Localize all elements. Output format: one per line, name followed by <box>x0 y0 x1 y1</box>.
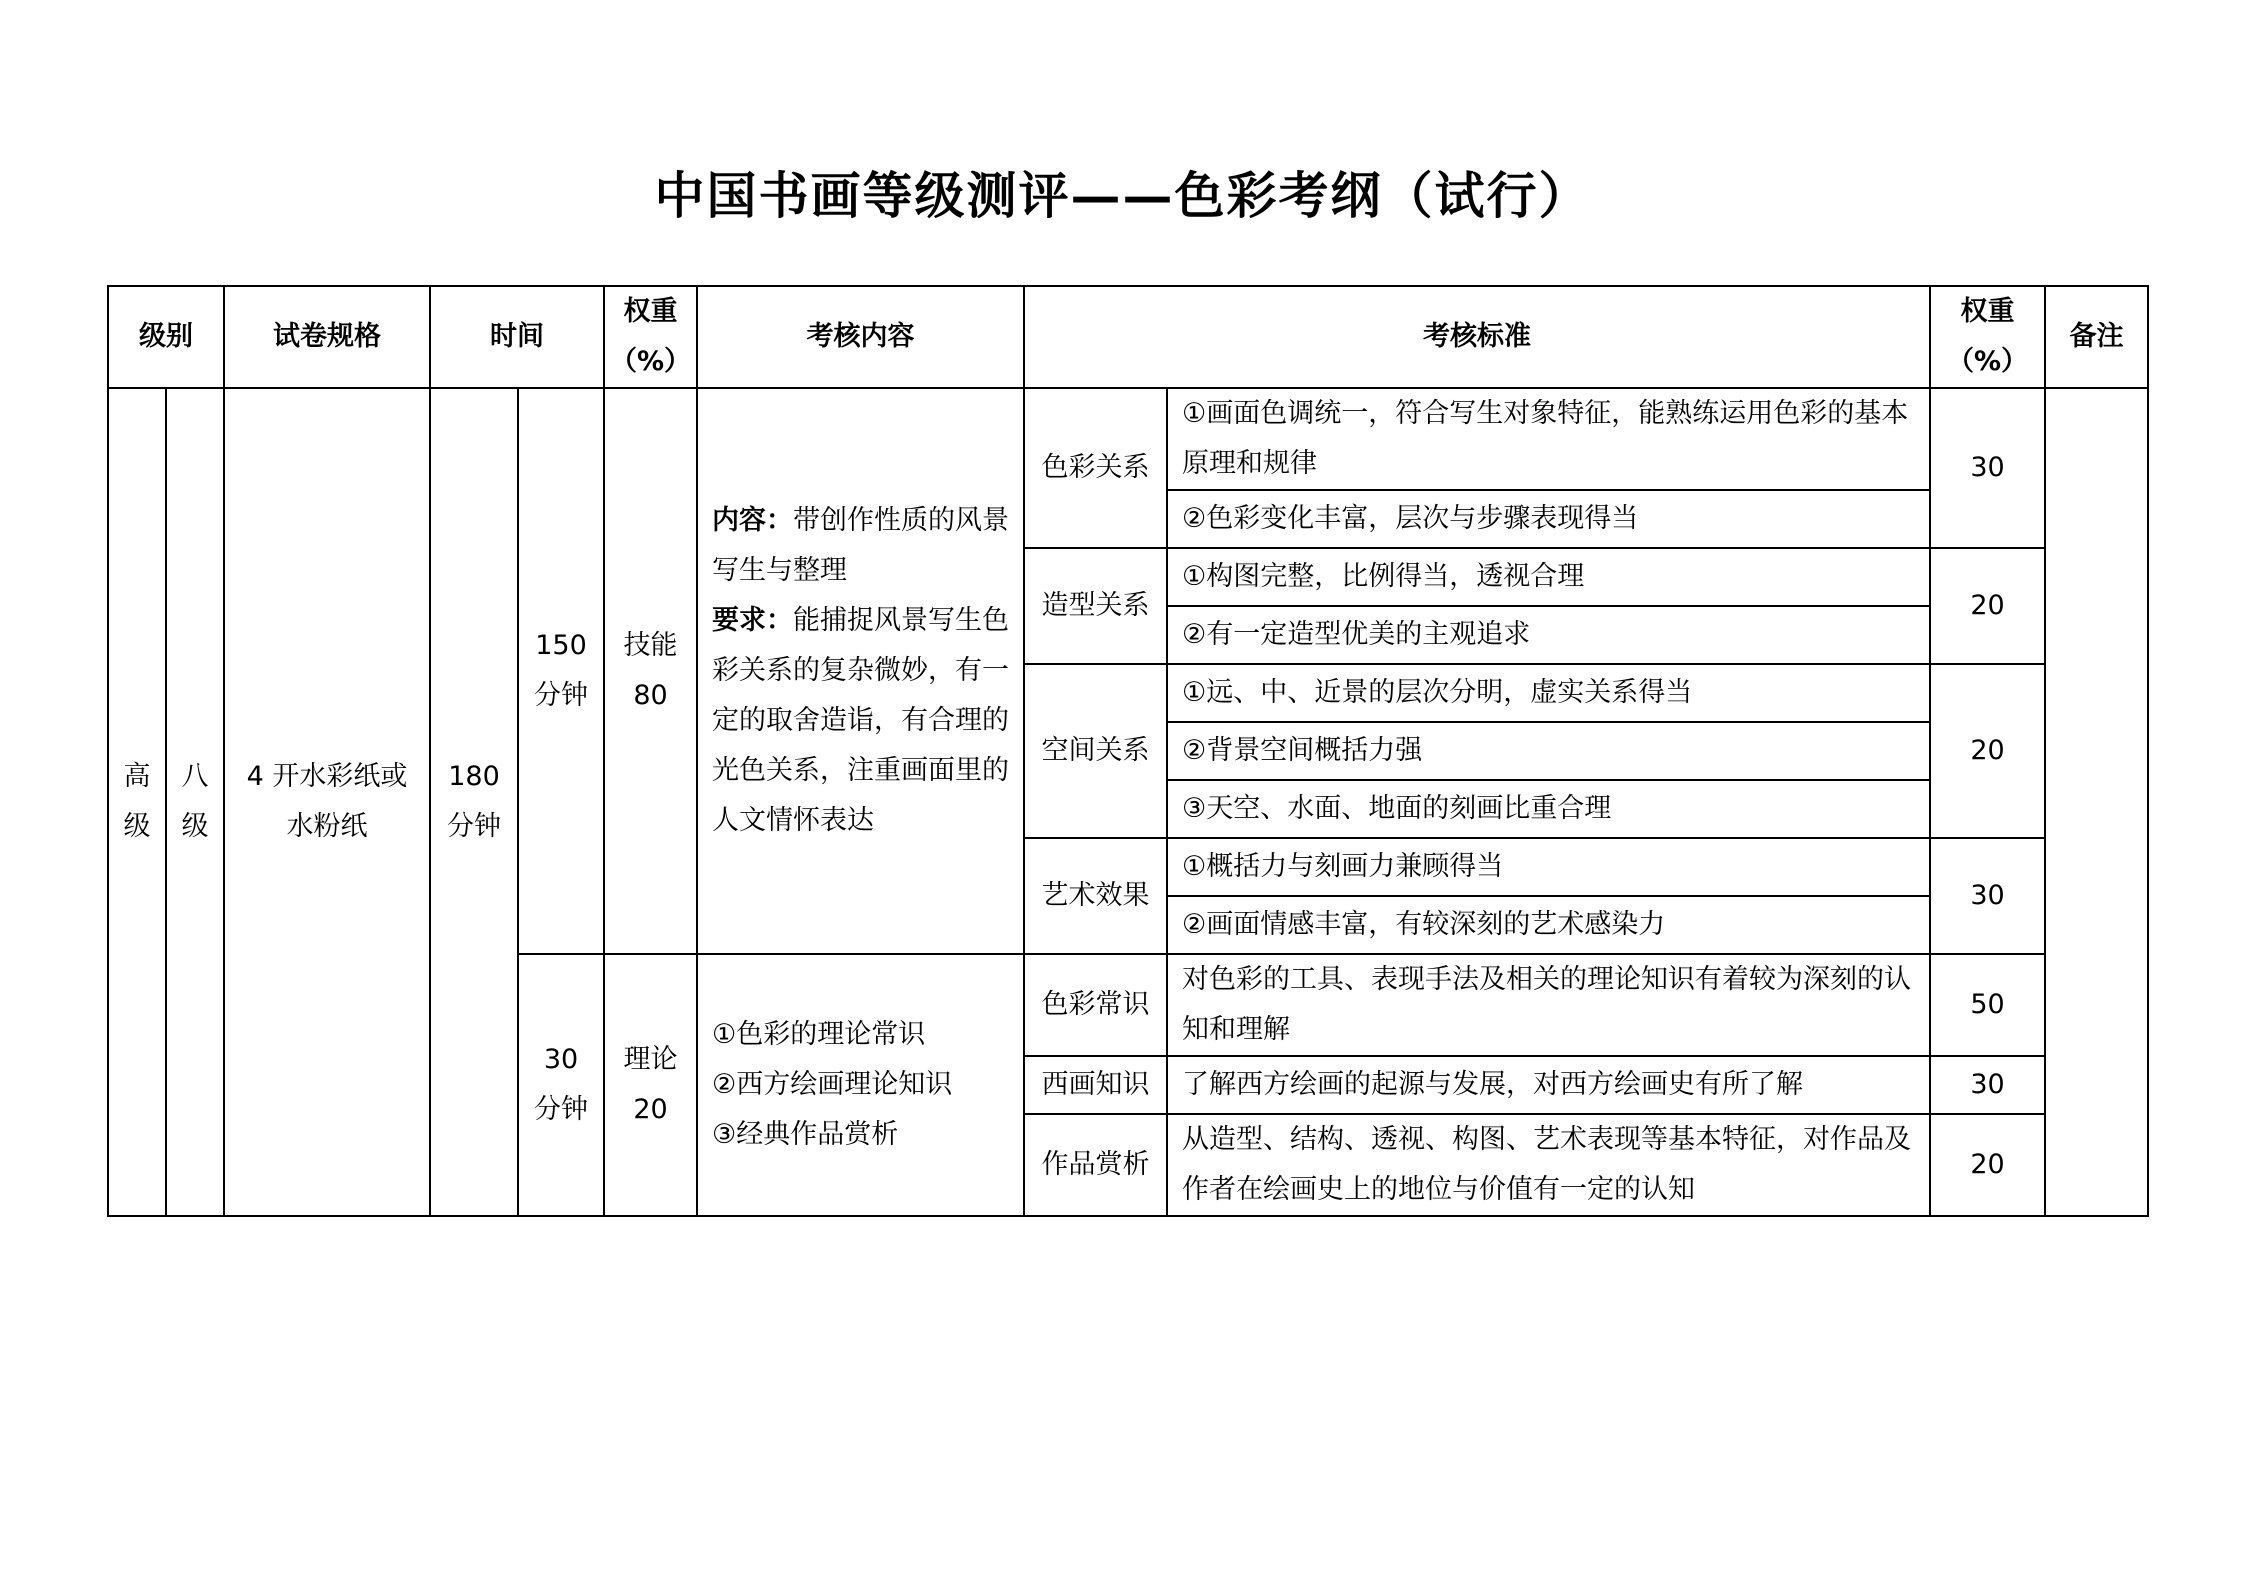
theory-weight-label: 理论 <box>623 1044 678 1075</box>
level-major-cell <box>108 388 166 1216</box>
header-standard: 考核标准 <box>1024 286 1930 388</box>
theory-group-3-text: 从造型、结构、透视、构图、艺术表现等基本特征，对作品及作者在绘画史上的地位与价值有一定的认知 <box>1167 1114 1930 1216</box>
total-time-value: 180 <box>448 761 500 792</box>
level-minor-cell <box>166 388 224 1216</box>
header-weight-a <box>604 286 697 388</box>
skill-group-3-item-3: ③天空、水面、地面的刻画比重合理 <box>1167 780 1930 838</box>
skill-time-cell <box>518 388 604 954</box>
skill-weight-label: 技能 <box>623 630 678 661</box>
skill-group-1-item-2: ②色彩变化丰富，层次与步骤表现得当 <box>1167 490 1930 548</box>
skill-group-2-item-2: ②有一定造型优美的主观追求 <box>1167 606 1930 664</box>
theory-group-name-1: 色彩常识 <box>1024 954 1167 1056</box>
skill-group-name-1: 色彩关系 <box>1024 388 1167 548</box>
theory-time-value: 30 <box>543 1044 579 1075</box>
level-major-char-2: 级 <box>123 811 151 842</box>
skill-group-4-item-2: ②画面情感丰富，有较深刻的艺术感染力 <box>1167 896 1930 954</box>
skill-require-text: 能捕捉风景写生色彩关系的复杂微妙，有一定的取舍造诣，有合理的光色关系，注重画面里的人文情怀表达 <box>712 605 1009 836</box>
skill-weight-cell <box>604 388 697 954</box>
header-level: 级别 <box>108 286 224 388</box>
header-weight-a-line1: 权重 <box>623 296 678 327</box>
skill-group-3-item-2: ②背景空间概括力强 <box>1167 722 1930 780</box>
theory-time-unit: 分钟 <box>534 1094 588 1125</box>
skill-group-name-4: 艺术效果 <box>1024 838 1167 954</box>
skill-group-2-item-1: ①构图完整，比例得当，透视合理 <box>1167 548 1930 606</box>
skill-content-cell <box>697 388 1024 954</box>
level-minor-char-1: 八 <box>181 761 209 792</box>
theory-content-item-1: ①色彩的理论常识 <box>712 1019 926 1050</box>
skill-group-3-item-1: ①远、中、近景的层次分明，虚实关系得当 <box>1167 664 1930 722</box>
theory-group-name-2: 西画知识 <box>1024 1056 1167 1114</box>
skill-require-label: 要求： <box>712 605 793 636</box>
skill-group-name-3: 空间关系 <box>1024 664 1167 838</box>
skill-group-1-item-1: ①画面色调统一，符合写生对象特征，能熟练运用色彩的基本原理和规律 <box>1167 388 1930 490</box>
level-major-char-1: 高 <box>123 761 151 792</box>
skill-group-weight-1: 30 <box>1930 388 2045 548</box>
header-time: 时间 <box>430 286 604 388</box>
theory-group-weight-3: 20 <box>1930 1114 2045 1216</box>
table-row <box>108 388 2148 490</box>
skill-group-weight-4: 30 <box>1930 838 2045 954</box>
theory-content-item-3: ③经典作品赏析 <box>712 1119 899 1150</box>
header-remark: 备注 <box>2045 286 2148 388</box>
theory-group-1-text: 对色彩的工具、表现手法及相关的理论知识有着较为深刻的认知和理解 <box>1167 954 1930 1056</box>
header-weight-b-line2: （%） <box>1946 346 2029 377</box>
remark-cell <box>2045 388 2148 1216</box>
theory-group-name-3: 作品赏析 <box>1024 1114 1167 1216</box>
paper-spec-line1: 4 开水彩纸或 <box>246 761 408 792</box>
level-minor-char-2: 级 <box>181 811 209 842</box>
theory-time-cell <box>518 954 604 1216</box>
skill-group-weight-3: 20 <box>1930 664 2045 838</box>
skill-content-label: 内容： <box>712 505 793 536</box>
total-time-cell <box>430 388 518 1216</box>
skill-group-weight-2: 20 <box>1930 548 2045 664</box>
theory-content-item-2: ②西方绘画理论知识 <box>712 1069 953 1100</box>
theory-group-weight-1: 50 <box>1930 954 2045 1056</box>
theory-weight-value: 20 <box>633 1094 668 1125</box>
syllabus-table <box>107 285 2149 1217</box>
paper-spec-cell <box>224 388 430 1216</box>
header-paper-spec: 试卷规格 <box>224 286 430 388</box>
header-weight-b <box>1930 286 2045 388</box>
skill-group-4-item-1: ①概括力与刻画力兼顾得当 <box>1167 838 1930 896</box>
total-time-unit: 分钟 <box>447 811 501 842</box>
skill-content-text: 带创作性质的风景写生与整理 <box>712 505 1009 586</box>
theory-group-2-text: 了解西方绘画的起源与发展，对西方绘画史有所了解 <box>1167 1056 1930 1114</box>
skill-time-unit: 分钟 <box>534 680 588 711</box>
theory-content-cell <box>697 954 1024 1216</box>
header-weight-a-line2: （%） <box>609 346 692 377</box>
header-weight-b-line1: 权重 <box>1960 296 2015 327</box>
skill-weight-value: 80 <box>633 680 668 711</box>
skill-time-value: 150 <box>535 630 587 661</box>
paper-spec-line2: 水粉纸 <box>286 811 368 842</box>
page-title: 中国书画等级测评——色彩考纲（试行） <box>654 166 1591 225</box>
header-row <box>108 286 2148 388</box>
header-content: 考核内容 <box>697 286 1024 388</box>
theory-group-weight-2: 30 <box>1930 1056 2045 1114</box>
theory-weight-cell <box>604 954 697 1216</box>
skill-group-name-2: 造型关系 <box>1024 548 1167 664</box>
